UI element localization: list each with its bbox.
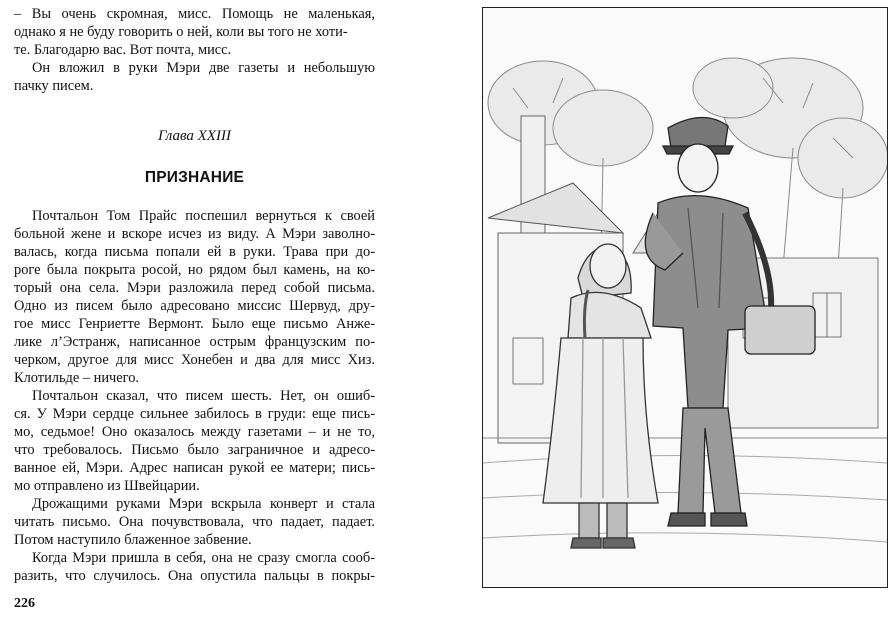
- text-line: больной жене и вскоре исчез из виду. А Мэри заволно-: [14, 226, 375, 242]
- text-line: Почтальон Том Прайс поспешил вернуться к своей: [32, 208, 375, 224]
- text-line: ся. У Мэри сердце сильнее забилось в груди: еще пись-: [14, 406, 375, 422]
- text-line: Он вложил в руки Мэри две газеты и небольшую: [32, 60, 375, 76]
- text-line: гое мисс Генриетте Вермонт. Было еще письмо Анже-: [14, 316, 375, 332]
- text-line: роге была покрыта росой, но рядом был камень, на ко-: [14, 262, 375, 278]
- text-line: ванное ей, Мэри. Адрес написан рукой ее матери; пись-: [14, 460, 375, 476]
- text-line: Клотильде – ничего.: [14, 370, 139, 386]
- text-line: валась, когда письма попали ей в руки. Трава при до-: [14, 244, 375, 260]
- pencil-sketch-scene: [483, 8, 887, 587]
- text-line: – Вы очень скромная, мисс. Помощь не маленькая,: [14, 6, 375, 22]
- illustration: [482, 7, 888, 588]
- chapter-heading: ПРИЗНАНИЕ: [144, 169, 245, 186]
- text-line: Когда Мэри пришла в себя, она не сразу смогла сооб-: [32, 550, 375, 566]
- text-line: те. Благодарю вас. Вот почта, мисс.: [14, 42, 232, 58]
- text-line: торый она села. Мэри разложила перед собой письма.: [14, 280, 375, 296]
- text-line: однако я не буду говорить о ней, коли вы того не хоти-: [14, 24, 348, 40]
- text-line: что требовалось. Письмо было заграничное и адресо-: [14, 442, 375, 458]
- text-line: Одно из писем было адресовано миссис Шервуд, дру-: [14, 298, 375, 314]
- chapter-title: Глава XXIII: [158, 128, 231, 144]
- text-line: черком, другое для мисс Хонебен и два для мисс Хиз.: [14, 352, 375, 368]
- text-line: лике л’Эстранж, написанное острым французским по-: [14, 334, 375, 350]
- text-line: Почтальон сказал, что писем шесть. Нет, он ошиб-: [32, 388, 375, 404]
- page-number: 226: [14, 596, 35, 611]
- text-line: мо отправлено из Швейцарии.: [14, 478, 200, 494]
- text-line: мо, седьмое! Оно оказалось между газетами – и не то,: [14, 424, 375, 440]
- text-line: Потом наступило блаженное забвение.: [14, 532, 252, 548]
- text-line: читать письмо. Она почувствовала, что падает, падает.: [14, 514, 375, 530]
- text-line: разить, что случилось. Она опустила пальцы в покры-: [14, 568, 375, 584]
- text-line: пачку писем.: [14, 78, 94, 94]
- text-line: Дрожащими руками Мэри вскрыла конверт и стала: [32, 496, 375, 512]
